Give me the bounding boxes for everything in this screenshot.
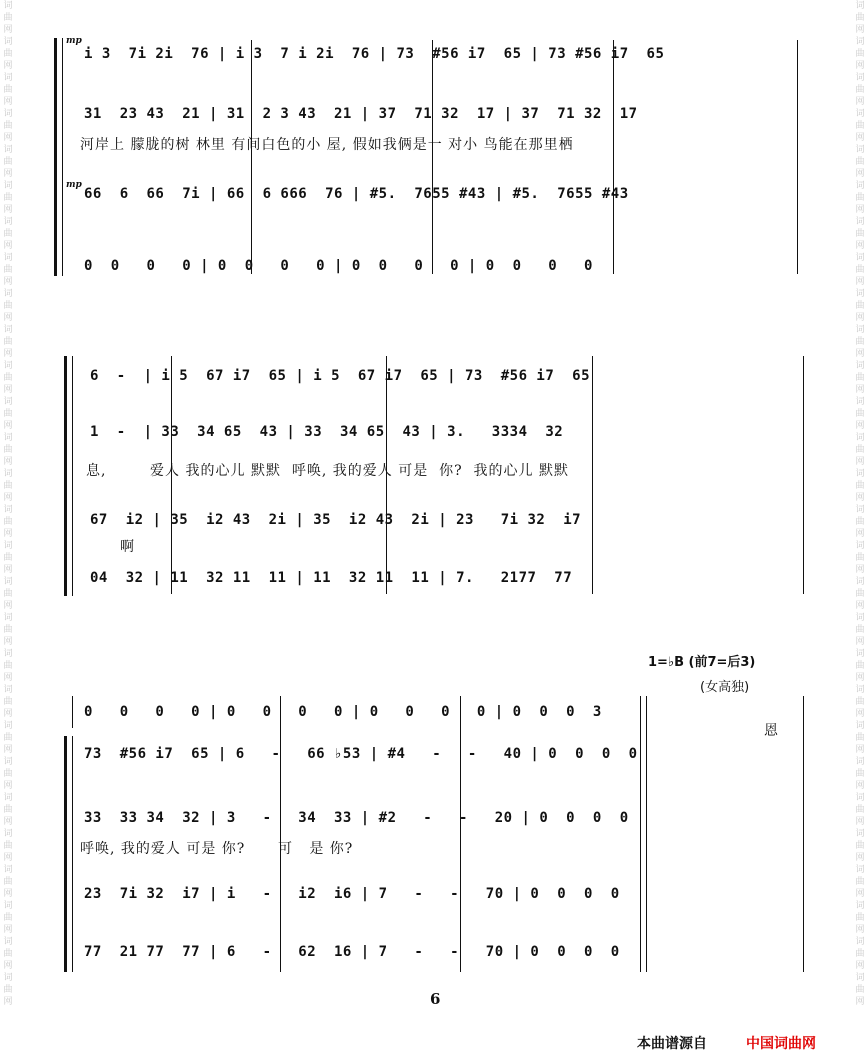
watermark-char: 词	[3, 109, 13, 119]
watermark-char: 词	[3, 757, 13, 767]
watermark-char: 词	[855, 793, 865, 803]
notes-alto: 33 33 34 32 | 3 - 34 33 | #2 - - 20 | 0 0 0 0	[84, 810, 629, 826]
watermark-char: 词	[3, 865, 13, 875]
watermark-char: 网	[855, 277, 865, 287]
watermark-char: 词	[3, 397, 13, 407]
watermark-char: 网	[3, 961, 13, 971]
watermark-char: 网	[3, 817, 13, 827]
watermark-char: 词	[3, 793, 13, 803]
watermark-char: 网	[855, 241, 865, 251]
watermark-char: 曲	[855, 13, 865, 23]
watermark-char: 网	[855, 637, 865, 647]
watermark-char: 词	[3, 181, 13, 191]
dynamic-mark: mp	[66, 36, 82, 46]
watermark-char: 曲	[855, 697, 865, 707]
watermark-char: 词	[3, 649, 13, 659]
watermark-char: 曲	[855, 445, 865, 455]
notes-tenor: 66 6 66 7i | 66 6 666 76 | #5. 7655 #43 | #5. 7655 #43	[84, 186, 629, 202]
watermark-char: 曲	[3, 517, 13, 527]
watermark-char: 词	[855, 145, 865, 155]
watermark-char: 网	[855, 529, 865, 539]
watermark-char: 词	[3, 829, 13, 839]
page-number: 6	[430, 990, 441, 1008]
watermark-char: 词	[855, 469, 865, 479]
watermark-char: 网	[3, 61, 13, 71]
watermark-char: 词	[855, 217, 865, 227]
notes-bass: 0 0 0 0 | 0 0 0 0 | 0 0 0 0 | 0 0 0 0	[84, 258, 593, 274]
watermark-char: 曲	[3, 553, 13, 563]
watermark-char: 曲	[855, 85, 865, 95]
watermark-char: 词	[855, 829, 865, 839]
watermark-char: 网	[855, 817, 865, 827]
lyrics-line: 息, 爱人 我的心儿 默默 呼唤, 我的爱人 可是 你? 我的心儿 默默	[86, 463, 569, 479]
watermark-char: 曲	[855, 985, 865, 995]
watermark-char: 网	[3, 745, 13, 755]
watermark-char: 词	[855, 73, 865, 83]
watermark-char: 网	[3, 673, 13, 683]
watermark-char: 网	[3, 601, 13, 611]
watermark-char: 网	[855, 385, 865, 395]
watermark-char: 曲	[3, 49, 13, 59]
watermark-char: 曲	[3, 877, 13, 887]
watermark-char: 词	[3, 685, 13, 695]
watermark-char: 网	[855, 133, 865, 143]
watermark-char: 网	[855, 205, 865, 215]
watermark-char: 曲	[3, 805, 13, 815]
watermark-char: 词	[3, 361, 13, 371]
watermark-char: 曲	[3, 733, 13, 743]
watermark-char: 曲	[3, 445, 13, 455]
watermark-char: 网	[3, 385, 13, 395]
notes-tenor: 23 7i 32 i7 | i - i2 i6 | 7 - - 70 | 0 0 0 0	[84, 886, 620, 902]
barline	[803, 696, 804, 972]
barline	[646, 696, 647, 972]
watermark-char: 词	[855, 865, 865, 875]
dynamic-mark: mp	[66, 180, 82, 190]
watermark-char: 网	[855, 313, 865, 323]
watermark-char: 词	[855, 649, 865, 659]
notes-bass: 77 21 77 77 | 6 - 62 16 | 7 - - 70 | 0 0 0 0	[84, 944, 620, 960]
watermark-char: 网	[855, 781, 865, 791]
watermark-char: 曲	[855, 733, 865, 743]
watermark-char: 词	[3, 505, 13, 515]
watermark-char: 词	[3, 217, 13, 227]
watermark-char: 网	[3, 853, 13, 863]
watermark-char: 网	[3, 493, 13, 503]
watermark-char: 曲	[855, 157, 865, 167]
watermark-char: 词	[3, 973, 13, 983]
watermark-char: 曲	[3, 193, 13, 203]
watermark-char: 曲	[855, 373, 865, 383]
watermark-char: 词	[3, 1, 13, 11]
watermark-char: 网	[3, 925, 13, 935]
watermark-char: 曲	[3, 229, 13, 239]
watermark-char: 网	[855, 709, 865, 719]
watermark-char: 曲	[855, 661, 865, 671]
watermark-char: 词	[3, 577, 13, 587]
watermark-char: 词	[855, 937, 865, 947]
watermark-char: 词	[3, 721, 13, 731]
watermark-char: 曲	[3, 769, 13, 779]
footer-source-text: 本曲谱源自	[637, 1036, 707, 1052]
lyrics-line: 呼唤, 我的爱人 可是 你? 可 是 你?	[80, 841, 354, 857]
watermark-char: 曲	[3, 625, 13, 635]
watermark-char: 词	[855, 289, 865, 299]
watermark-char: 曲	[855, 769, 865, 779]
watermark-char: 网	[855, 745, 865, 755]
watermark-char: 曲	[855, 193, 865, 203]
watermark-char: 曲	[855, 49, 865, 59]
watermark-char: 网	[3, 205, 13, 215]
barline	[280, 696, 281, 972]
watermark-char: 词	[855, 109, 865, 119]
watermark-char: 曲	[855, 409, 865, 419]
notes-soprano: 6 - | i 5 67 i7 65 | i 5 67 i7 65 | 73 #56 i7 65	[90, 368, 591, 384]
system-brace	[64, 736, 67, 972]
watermark-char: 词	[855, 397, 865, 407]
watermark-char: 曲	[855, 121, 865, 131]
watermark-char: 网	[855, 61, 865, 71]
watermark-char: 曲	[3, 985, 13, 995]
notes-bass: 04 32 | 11 32 11 11 | 11 32 11 11 | 7. 2177 77	[90, 570, 573, 586]
watermark-char: 网	[3, 421, 13, 431]
notes-solo: 0 0 0 0 | 0 0 0 0 | 0 0 0 0 | 0 0 0 3	[84, 704, 602, 720]
watermark-char: 词	[855, 361, 865, 371]
notes-soprano: 73 #56 i7 65 | 6 - 66 ♭53 | #4 - - 40 | 0 0 0 0	[84, 746, 638, 762]
watermark-char: 曲	[855, 841, 865, 851]
barline	[460, 696, 461, 972]
watermark-char: 曲	[855, 625, 865, 635]
watermark-char: 词	[855, 181, 865, 191]
watermark-char: 词	[855, 685, 865, 695]
watermark-char: 网	[855, 421, 865, 431]
watermark-char: 网	[3, 709, 13, 719]
watermark-char: 曲	[855, 805, 865, 815]
notes-alto: 1 - | 33 34 65 43 | 33 34 65 43 | 3. 3334 32	[90, 424, 564, 440]
barline	[72, 696, 73, 728]
watermark-char: 词	[855, 1, 865, 11]
watermark-char: 网	[855, 457, 865, 467]
watermark-char: 词	[3, 289, 13, 299]
watermark-char: 网	[3, 889, 13, 899]
watermark-char: 曲	[3, 301, 13, 311]
watermark-char: 网	[855, 853, 865, 863]
watermark-char: 词	[3, 253, 13, 263]
watermark-char: 网	[3, 781, 13, 791]
watermark-char: 曲	[3, 121, 13, 131]
barline	[72, 736, 73, 972]
watermark-char: 词	[3, 145, 13, 155]
watermark-char: 网	[3, 169, 13, 179]
watermark-char: 词	[855, 505, 865, 515]
watermark-char: 词	[855, 577, 865, 587]
watermark-char: 词	[855, 433, 865, 443]
watermark-char: 网	[3, 349, 13, 359]
watermark-char: 网	[855, 925, 865, 935]
watermark-char: 网	[3, 637, 13, 647]
watermark-char: 网	[3, 97, 13, 107]
watermark-char: 词	[3, 73, 13, 83]
watermark-char: 词	[855, 253, 865, 263]
solo-label: (女高独)	[700, 680, 750, 695]
watermark-char: 曲	[3, 373, 13, 383]
watermark-char: 词	[855, 325, 865, 335]
notes-alto: 31 23 43 21 | 31 2 3 43 21 | 37 71 32 17 | 37 71 32 17	[84, 106, 638, 122]
watermark-char: 曲	[3, 265, 13, 275]
watermark-char: 曲	[3, 409, 13, 419]
lyrics-line: 河岸上 朦胧的树 林里 有间白色的小 屋, 假如我俩是一 对小 鸟能在那里栖	[80, 137, 574, 153]
watermark-char: 网	[855, 97, 865, 107]
watermark-char: 网	[855, 601, 865, 611]
watermark-char: 曲	[3, 913, 13, 923]
watermark-char: 网	[3, 133, 13, 143]
watermark-char: 网	[3, 997, 13, 1007]
watermark-char: 曲	[3, 85, 13, 95]
watermark-char: 网	[3, 529, 13, 539]
watermark-char: 曲	[3, 661, 13, 671]
watermark-char: 词	[3, 433, 13, 443]
watermark-char: 网	[3, 25, 13, 35]
watermark-char: 曲	[855, 949, 865, 959]
barline	[640, 696, 641, 972]
watermark-char: 词	[855, 541, 865, 551]
watermark-char: 词	[3, 937, 13, 947]
watermark-char: 词	[3, 325, 13, 335]
watermark-char: 曲	[855, 301, 865, 311]
watermark-char: 曲	[3, 841, 13, 851]
watermark-char: 曲	[3, 589, 13, 599]
watermark-char: 网	[855, 997, 865, 1007]
watermark-char: 曲	[3, 949, 13, 959]
watermark-char: 词	[3, 541, 13, 551]
footer-site-link[interactable]: 中国词曲网	[746, 1036, 816, 1052]
watermark-char: 曲	[3, 697, 13, 707]
watermark-char: 曲	[855, 877, 865, 887]
watermark-char: 曲	[855, 913, 865, 923]
watermark-char: 网	[855, 493, 865, 503]
watermark-char: 词	[3, 37, 13, 47]
watermark-char: 曲	[855, 589, 865, 599]
watermark-char: 网	[855, 961, 865, 971]
notes-tenor: 67 i2 | 35 i2 43 2i | 35 i2 43 2i | 23 7i 32 i7	[90, 512, 582, 528]
watermark-char: 网	[3, 313, 13, 323]
watermark-char: 词	[855, 37, 865, 47]
watermark-char: 曲	[855, 337, 865, 347]
watermark-char: 词	[3, 613, 13, 623]
watermark-char: 曲	[855, 481, 865, 491]
watermark-char: 曲	[855, 517, 865, 527]
watermark-char: 网	[855, 673, 865, 683]
watermark-char: 网	[855, 25, 865, 35]
watermark-char: 网	[3, 241, 13, 251]
watermark-char: 网	[3, 457, 13, 467]
lyric-solo: 恩	[764, 723, 779, 739]
watermark-char: 网	[855, 889, 865, 899]
watermark-char: 曲	[3, 157, 13, 167]
watermark-char: 词	[3, 901, 13, 911]
notes-soprano: i 3 7i 2i 76 | i 3 7 i 2i 76 | 73 #56 i7 65 | 73 #56 i7 65	[84, 46, 665, 62]
watermark-char: 曲	[3, 481, 13, 491]
key-change-label: 1=♭B (前7=后3)	[648, 655, 756, 670]
watermark-char: 曲	[855, 265, 865, 275]
watermark-char: 词	[855, 613, 865, 623]
watermark-char: 曲	[3, 13, 13, 23]
watermark-char: 词	[855, 973, 865, 983]
watermark-char: 网	[855, 349, 865, 359]
watermark-char: 网	[855, 169, 865, 179]
watermark-char: 词	[3, 469, 13, 479]
watermark-char: 词	[855, 757, 865, 767]
watermark-char: 网	[3, 277, 13, 287]
lyric-ah: 啊	[120, 539, 135, 555]
watermark-char: 曲	[855, 553, 865, 563]
watermark-char: 曲	[3, 337, 13, 347]
watermark-char: 词	[855, 901, 865, 911]
watermark-char: 词	[855, 721, 865, 731]
watermark-char: 网	[855, 565, 865, 575]
watermark-char: 曲	[855, 229, 865, 239]
watermark-char: 网	[3, 565, 13, 575]
